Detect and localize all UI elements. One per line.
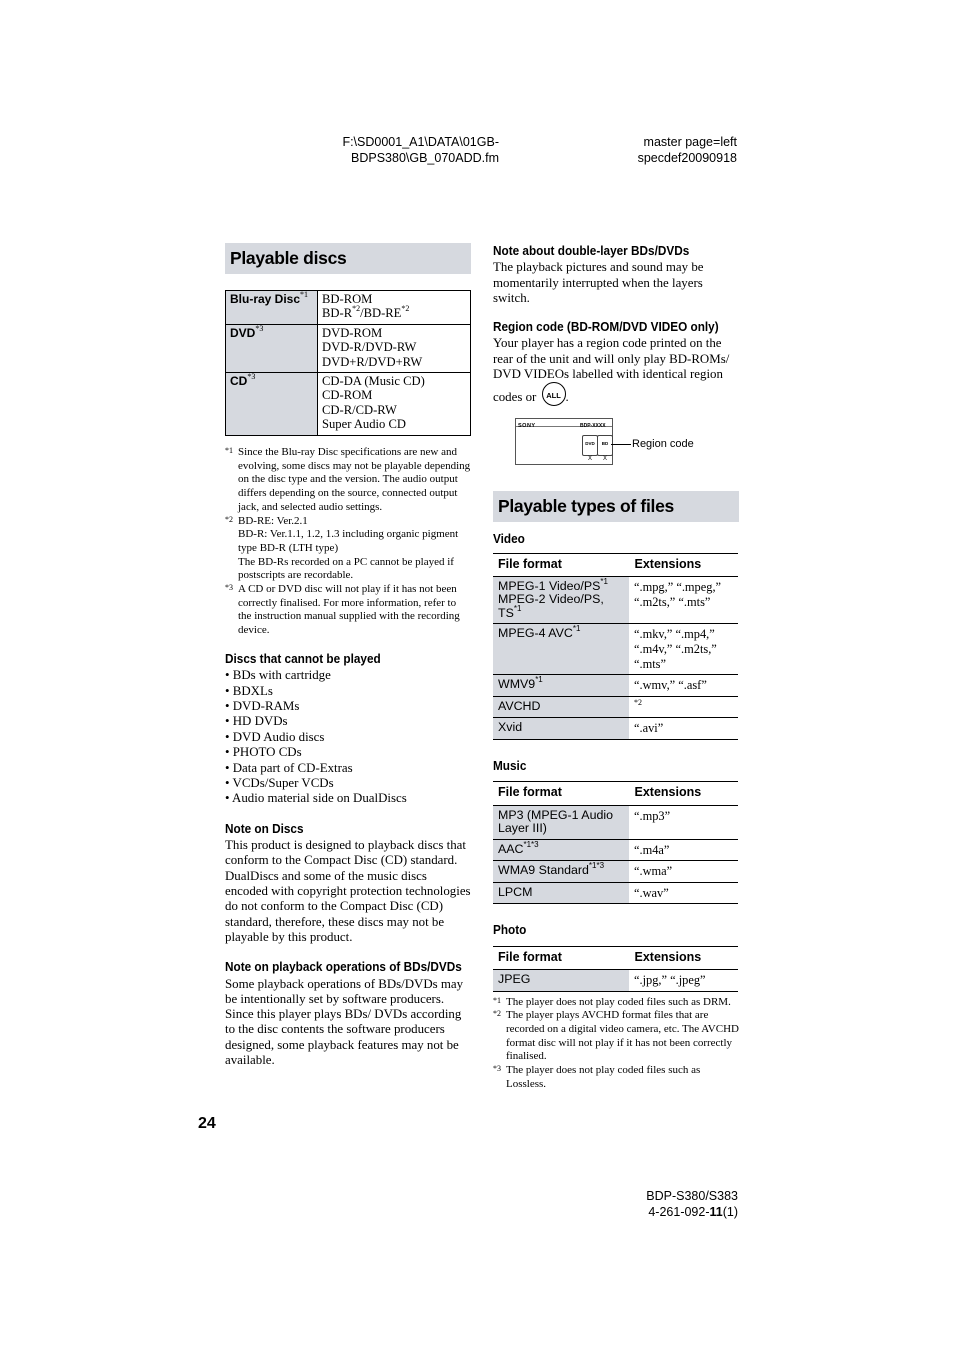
format-cell: MPEG-4 AVC$^{*1}$: [493, 624, 630, 675]
bd-region-box: BD X: [597, 435, 613, 456]
col-header-format: File format: [493, 782, 630, 805]
table-header-row: [493, 553, 738, 576]
ext-cell: “.wma”: [630, 861, 739, 883]
master-page-label: master page=left: [643, 135, 737, 149]
disc-values-cd: CD-DA (Music CD) CD-ROM CD-R/CD-RW Super Audio CD: [318, 373, 471, 436]
table-row: [493, 718, 738, 740]
table-row: [493, 861, 738, 883]
section-title-file-types: Playable types of files: [493, 491, 739, 522]
ext-cell: “.wmv,” “.asf”: [630, 675, 739, 697]
col-header-extensions: Extensions: [630, 553, 739, 576]
disc-label-cd: CD$^{*3}$: [226, 373, 318, 436]
disc-values-dvd: DVD-ROM DVD-R/DVD-RW DVD+R/DVD+RW: [318, 324, 471, 372]
right-column: [493, 243, 739, 1092]
table-row: [226, 291, 471, 325]
player-rear-panel: [515, 418, 613, 465]
footnote: *3 A CD or DVD disc will not play if it has not been correctly finalised. For more information, refer to the instruction manual supplied with the recording device.: [225, 583, 460, 637]
callout-line: [611, 444, 631, 445]
table-row: [493, 970, 738, 992]
heading-cannot-play: Discs that cannot be played: [225, 650, 381, 666]
footnote: *1 Since the Blu-ray Disc specifications are new and evolving, some discs may not be playable depending on the disc type and the version. The audio output differs depending on the source, connected output jack, and selected audio settings.: [225, 446, 471, 513]
dvd-region-box: DVD X: [582, 435, 598, 456]
page-number: 24: [198, 1115, 216, 1132]
ext-cell: *2: [630, 696, 739, 718]
table-row: [493, 576, 738, 624]
heading-note-playback: Note on playback operations of BDs/DVDs: [225, 959, 462, 975]
file-path-line2: BDPS380\GB_070ADD.fm: [351, 151, 499, 165]
list-item: • BDs with cartridge: [225, 668, 331, 683]
heading-video: Video: [493, 531, 525, 547]
table-row: [493, 805, 738, 839]
heading-double-layer: Note about double-layer BDs/DVDs: [493, 243, 690, 258]
brand-label: SONY: [518, 423, 536, 430]
format-cell: MPEG-1 Video/PS$^{*1}$ MPEG-2 Video/PS, TS$^{*1}$: [493, 576, 630, 624]
heading-music: Music: [493, 758, 527, 774]
cannot-play-list: [225, 668, 471, 807]
list-item: • DVD Audio discs: [225, 729, 325, 744]
format-cell: Xvid: [493, 718, 630, 740]
ext-cell: “.wav”: [630, 882, 739, 904]
footnote: *2 The player plays AVCHD format files that are recorded on a digital video camera, etc. The AVCHD format disc will not play if it has not been correctly finalised.: [493, 1009, 739, 1063]
heading-region-code: Region code (BD-ROM/DVD VIDEO only): [493, 319, 719, 335]
playable-discs-table: [225, 290, 471, 436]
ext-cell: “.m4a”: [630, 839, 739, 861]
col-header-extensions: Extensions: [630, 946, 739, 969]
col-header-extensions: Extensions: [630, 782, 739, 805]
model-label: BDP-XXXX: [580, 423, 606, 430]
heading-photo: Photo: [493, 922, 527, 938]
table-row: [493, 839, 738, 861]
format-cell: LPCM: [493, 882, 630, 904]
table-header-row: [493, 946, 738, 969]
file-path-line1: F:\SD0001_A1\DATA\01GB-: [342, 135, 499, 149]
table-row: [493, 882, 738, 904]
list-item: • Audio material side on DualDiscs: [225, 791, 407, 806]
ext-cell: “.mp3”: [630, 805, 739, 839]
disc-footnotes: [225, 446, 471, 638]
table-row: [226, 373, 471, 436]
table-row: [493, 675, 738, 697]
list-item: • PHOTO CDs: [225, 745, 302, 760]
master-page-header: [560, 134, 737, 166]
file-path-header: [300, 134, 499, 166]
disc-label-bluray: Blu-ray Disc$^{*1}$: [226, 291, 318, 325]
footer-model-info: [560, 1188, 738, 1220]
format-cell: MP3 (MPEG-1 Audio Layer III): [493, 805, 630, 839]
format-cell: WMV9$^{*1}$: [493, 675, 630, 697]
file-footnotes: [493, 996, 739, 1092]
col-header-format: File format: [493, 946, 630, 969]
footer-model: BDP-S380/S383: [646, 1189, 738, 1203]
region-all-icon: ALL: [542, 382, 566, 406]
col-header-format: File format: [493, 553, 630, 576]
table-row: [493, 624, 738, 675]
ext-cell: “.jpg,” “.jpeg”: [630, 970, 739, 992]
region-code-text: Your player has a region code printed on the rear of the unit and will only play BD-ROMs/ DVD VIDEOs labelled with identical region codes or ALL .: [493, 336, 730, 405]
photo-table: [493, 946, 738, 992]
footnote: *3 The player does not play coded files such as Lossless.: [493, 1064, 701, 1090]
format-cell: JPEG: [493, 970, 630, 992]
disc-values-bluray: BD-ROM $BD-R^{*2}/BD-RE^{*2}$: [318, 291, 471, 325]
list-item: • HD DVDs: [225, 714, 288, 729]
footnote: *2 BD-RE: Ver.2.1 BD-R: Ver.1.1, 1.2, 1.3 including organic pigment type BD-R (LTH type) The BD-Rs recorded on a PC cannot be played if postscripts are recordable.: [225, 514, 459, 582]
spec-label: specdef20090918: [637, 151, 737, 165]
table-row: [493, 696, 738, 718]
heading-note-discs: Note on Discs: [225, 820, 304, 836]
note-discs-text: This product is designed to playback discs that conform to the Compact Disc (CD) standard. DualDiscs and some of the music discs encoded with copyright protection technologies do not conform to the Compact Disc (CD) standard, therefore, these discs may not be playable by this product.: [225, 838, 471, 944]
table-header-row: [493, 782, 738, 805]
ext-cell: “.mkv,” “.mp4,” “.m4v,” “.m2ts,” “.mts”: [630, 624, 739, 675]
table-row: [226, 324, 471, 372]
ext-cell: “.mpg,” “.mpeg,” “.m2ts,” “.mts”: [630, 576, 739, 624]
format-cell: WMA9 Standard$^{*1*3}$: [493, 861, 630, 883]
format-cell: $AAC^{*1*3}$: [493, 839, 630, 861]
ext-cell: “.avi”: [630, 718, 739, 740]
list-item: • DVD-RAMs: [225, 698, 300, 713]
note-playback-text: Some playback operations of BDs/DVDs may be intentionally set by software producers. Since this player plays BDs/ DVDs according to the disc contents the software producers designed, some playback features may not be available.: [225, 976, 464, 1067]
video-table: [493, 553, 738, 740]
footnote: *1 The player does not play coded files such as DRM.: [493, 995, 731, 1008]
list-item: • VCDs/Super VCDs: [225, 776, 334, 791]
double-layer-text: The playback pictures and sound may be momentarily interrupted when the layers switch.: [493, 260, 704, 305]
region-code-callout: Region code: [632, 438, 694, 451]
format-cell: AVCHD: [493, 696, 630, 718]
music-table: [493, 781, 738, 904]
list-item: • BDXLs: [225, 683, 273, 698]
disc-label-dvd: DVD$^{*3}$: [226, 324, 318, 372]
section-title-playable-discs: Playable discs: [225, 243, 471, 274]
list-item: • Data part of CD-Extras: [225, 760, 353, 775]
region-code-diagram: [493, 414, 739, 478]
footer-code: 4-261-092-11(1): [648, 1205, 738, 1219]
left-column: [225, 243, 471, 1068]
bd-r-re-value: $BD-R^{*2}/BD-RE^{*2}$: [322, 304, 410, 321]
